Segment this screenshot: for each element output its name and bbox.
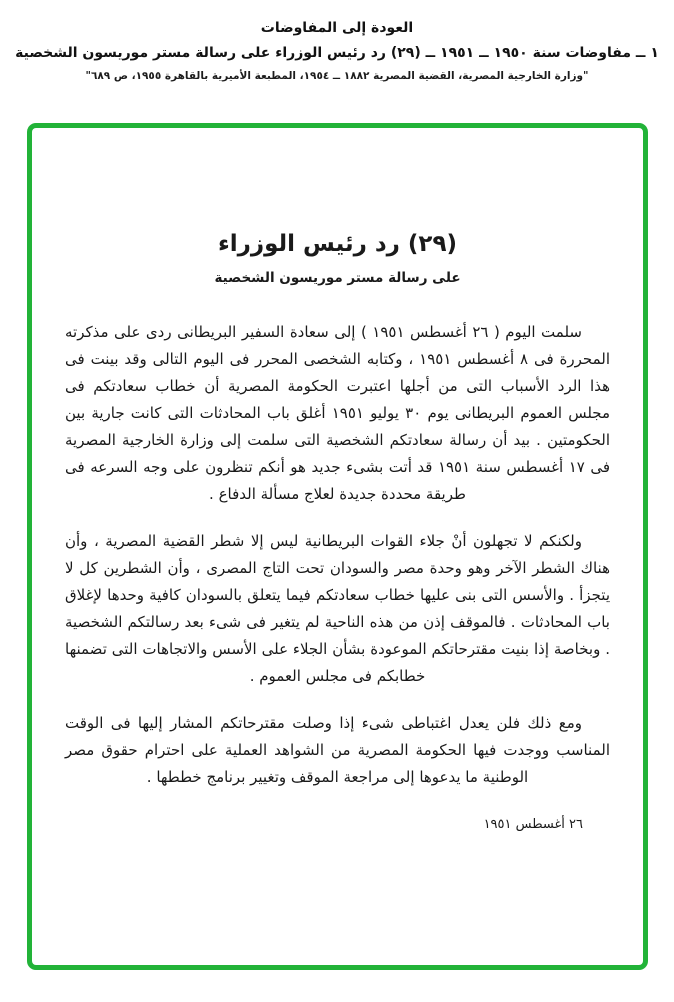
header-document-heading: ١ ــ مفاوضات سنة ١٩٥٠ ــ ١٩٥١ ــ (٢٩) رد رئيس الوزراء على رسالة مستر موريسون الشخصية [15,45,659,61]
body-paragraph: ومع ذلك فلن يعدل اغتباطى شىء إذا وصلت مقترحاتكم المشار إليها فى الوقت المناسب ووجدت فيها الحكومة المصرية من الشواهد العملية على احترام حقوق مصر الوطنية ما يدعوها إلى مراجعة الموقف وتغيير برنامج خططها . [65,714,610,786]
document-body [65,319,610,838]
document-date: ٢٦ أغسطس ١٩٥١ [483,817,583,832]
document-frame [27,123,648,970]
document-subtitle: على رسالة مستر موريسون الشخصية [214,270,461,286]
body-paragraph: سلمت اليوم ( ٢٦ أغسطس ١٩٥١ ) إلى سعادة السفير البريطانى ردى على مذكرته المحررة فى ٨ أغسطس ١٩٥١ ، وكتابه الشخصى المحرر فى اليوم التالى وقد بينت فى هذا الرد الأسباب التى من أجلها اعتبرت الحكومة المصرية أن خطاب سعادتكم فى مجلس العموم البريطانى يوم ٣٠ يوليو ١٩٥١ أغلق باب المحادثات التى كانت جارية بين الحكومتين . بيد أن رسالة سعادتكم الشخصية التى سلمت إلى وزارة الخارجية المصرية فى ١٧ أغسطس سنة ١٩٥١ قد أتت بشىء جديد هو أنكم تنظرون على وجه السرعه فى طريقة محددة جديدة لعلاج مسألة الدفاع . [65,323,611,503]
body-paragraph: ولكنكم لا تجهلون أنْ جلاء القوات البريطانية ليس إلا شطر القضية المصرية ، وأن هناك الشطر الآخر وهو وحدة مصر والسودان تحت التاج المصرى ، وأن الشطرين كل لا يتجزأ . والأسس التى بنى عليها خطاب سعادتكم فيما يتعلق بالسودان كافية وحدها لإغلاق باب المحادثات . فالموقف إذن من هذه الناحية لم يتغير فى شىء بعد رسالتكم الشخصية . وبخاصة إذا بنيت مقترحاتكم الموعودة بشأن الجلاء على الأسس والاتجاهات التى تضمنها خطابكم فى مجلس العموم . [65,532,610,685]
header-section-title: العودة إلى المفاوضات [260,20,414,36]
page-header [0,0,674,82]
header-source-citation: "وزارة الخارجية المصرية، القضية المصرية ١٨٨٢ ــ ١٩٥٤، المطبعة الأميرية بالقاهرة ١٩٥٥، ص ٦٨٩" [85,70,589,82]
document-title: (٢٩) رد رئيس الوزراء [217,231,457,257]
